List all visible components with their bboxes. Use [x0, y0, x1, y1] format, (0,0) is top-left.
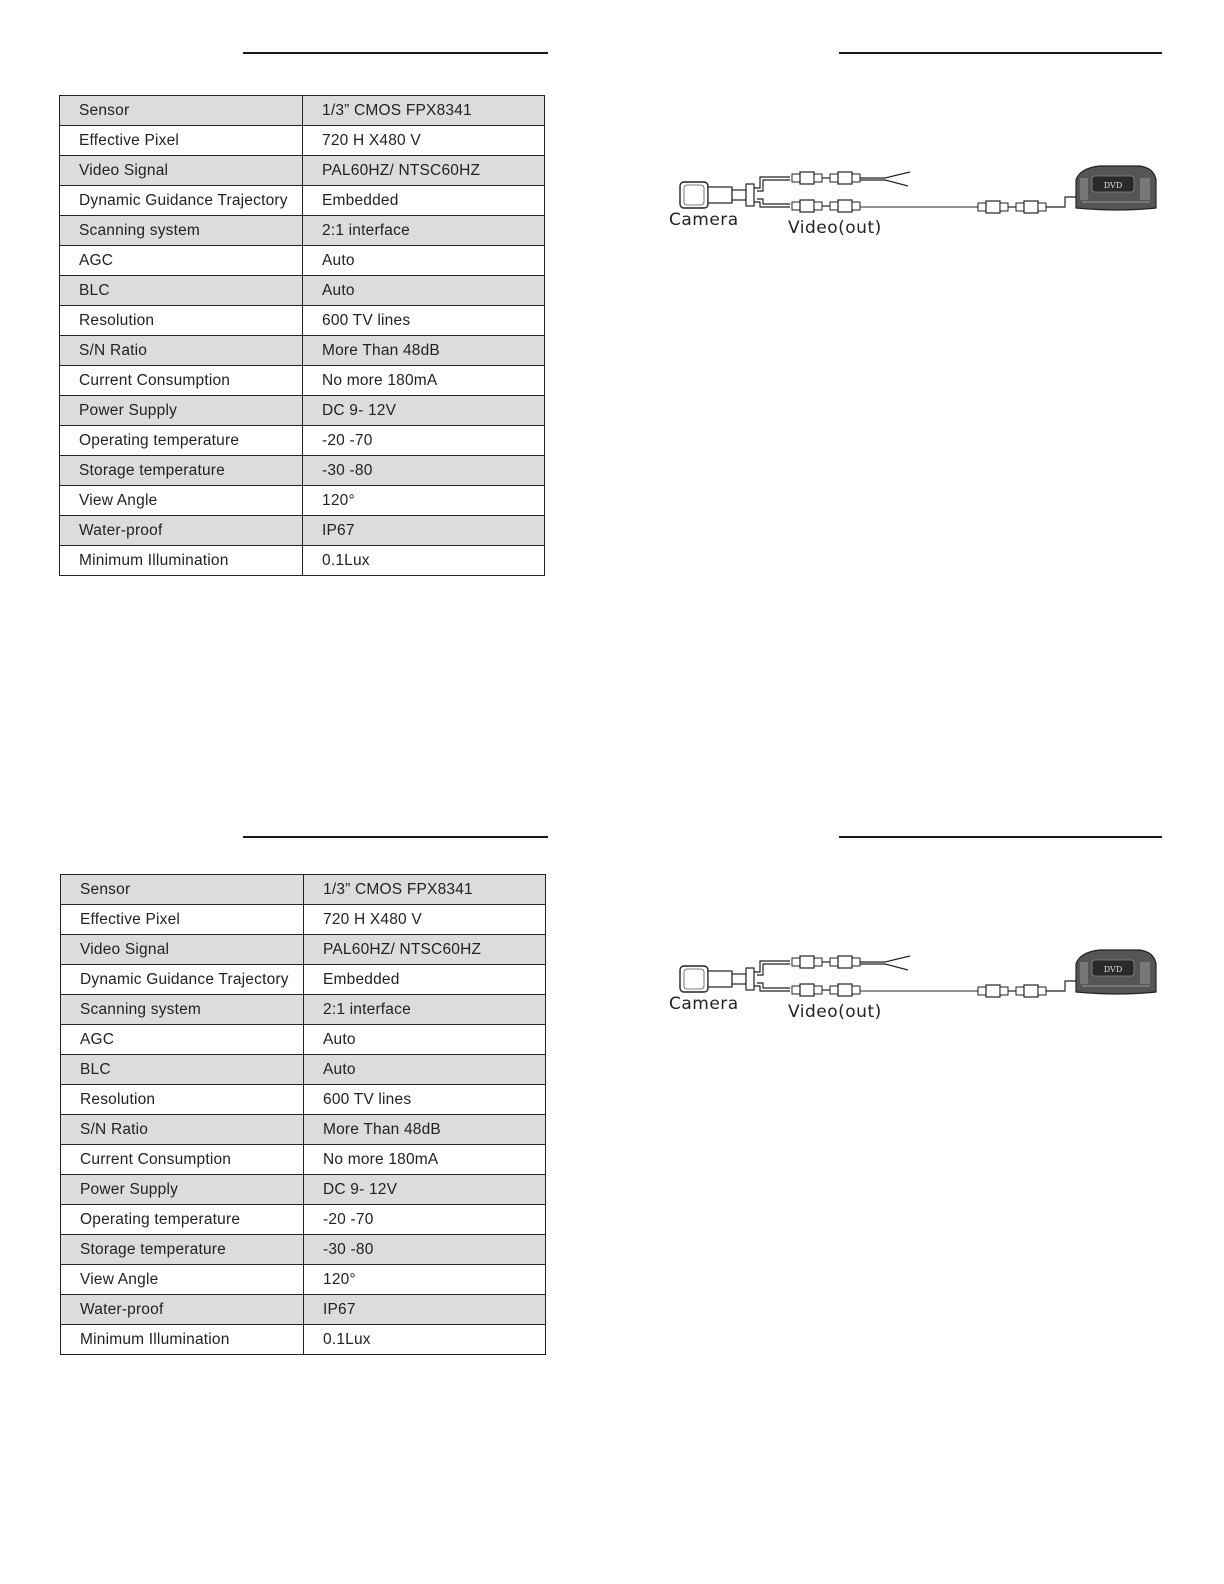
spec-value: Embedded — [303, 186, 545, 216]
spec-value: 2:1 interface — [303, 216, 545, 246]
spec-row — [60, 96, 545, 126]
spec-label: View Angle — [61, 1265, 304, 1295]
cable — [757, 199, 790, 204]
spec-row — [60, 156, 545, 186]
spec-row — [60, 336, 545, 366]
spec-value: Auto — [304, 1055, 546, 1085]
spec-label: Dynamic Guidance Trajectory — [61, 965, 304, 995]
header-rule-left — [243, 52, 548, 54]
dvd-monitor-icon — [1076, 166, 1156, 210]
dvd-monitor-icon — [1076, 950, 1156, 994]
spec-label: Minimum Illumination — [61, 1325, 304, 1355]
spec-row — [60, 126, 545, 156]
spec-value: More Than 48dB — [304, 1115, 546, 1145]
spec-label: Water-proof — [61, 1295, 304, 1325]
camera-icon — [680, 966, 754, 992]
camera-label: Camera — [669, 994, 739, 1014]
spec-label: Storage temperature — [60, 456, 303, 486]
spec-value: -30 -80 — [303, 456, 545, 486]
spec-value: DC 9- 12V — [303, 396, 545, 426]
wiring-diagram — [660, 944, 1170, 1034]
spec-value: No more 180mA — [303, 366, 545, 396]
spec-row — [60, 186, 545, 216]
spec-value: 0.1Lux — [303, 546, 545, 576]
spec-label: Current Consumption — [61, 1145, 304, 1175]
spec-value: PAL60HZ/ NTSC60HZ — [303, 156, 545, 186]
spec-row — [61, 1325, 546, 1355]
spec-value: 120° — [303, 486, 545, 516]
spec-label: BLC — [60, 276, 303, 306]
spec-row — [61, 935, 546, 965]
loose-wire — [860, 172, 910, 178]
spec-value: 1/3” CMOS FPX8341 — [304, 875, 546, 905]
rca-connector — [830, 200, 860, 212]
spec-value: 600 TV lines — [303, 306, 545, 336]
spec-row — [61, 1235, 546, 1265]
rca-connector — [792, 172, 822, 184]
cable — [757, 180, 790, 191]
spec-row — [61, 965, 546, 995]
spec-label: Water-proof — [60, 516, 303, 546]
spec-value: 120° — [304, 1265, 546, 1295]
spec-row — [61, 1175, 546, 1205]
spec-row — [60, 516, 545, 546]
spec-value: -20 -70 — [304, 1205, 546, 1235]
spec-value: Embedded — [304, 965, 546, 995]
spec-row — [61, 1145, 546, 1175]
spec-value: 0.1Lux — [304, 1325, 546, 1355]
spec-label: Minimum Illumination — [60, 546, 303, 576]
cable — [1046, 981, 1078, 991]
spec-row — [61, 995, 546, 1025]
spec-row — [60, 486, 545, 516]
spec-value: 720 H X480 V — [303, 126, 545, 156]
spec-value: PAL60HZ/ NTSC60HZ — [304, 935, 546, 965]
spec-label: Resolution — [60, 306, 303, 336]
spec-row — [60, 366, 545, 396]
spec-label: Effective Pixel — [60, 126, 303, 156]
rca-connector — [978, 201, 1008, 213]
monitor-brand-text: DVD — [1103, 181, 1123, 190]
wiring-diagram — [660, 160, 1170, 250]
video-out-label: Video(out) — [788, 218, 882, 238]
rca-connector — [978, 985, 1008, 997]
spec-table — [60, 874, 546, 1355]
spec-label: Sensor — [61, 875, 304, 905]
monitor-brand-text: DVD — [1103, 965, 1123, 974]
spec-label: Scanning system — [60, 216, 303, 246]
header-rule-left — [243, 836, 548, 838]
loose-wire — [860, 180, 908, 186]
spec-row — [61, 1085, 546, 1115]
rca-connector — [792, 956, 822, 968]
cable — [757, 964, 790, 975]
spec-label: Power Supply — [60, 396, 303, 426]
camera-icon — [680, 182, 754, 208]
spec-label: S/N Ratio — [60, 336, 303, 366]
header-rule-right — [839, 52, 1162, 54]
spec-value: 2:1 interface — [304, 995, 546, 1025]
spec-row — [60, 276, 545, 306]
spec-value: More Than 48dB — [303, 336, 545, 366]
spec-label: Resolution — [61, 1085, 304, 1115]
loose-wire — [860, 964, 908, 970]
spec-row — [60, 216, 545, 246]
spec-value: 720 H X480 V — [304, 905, 546, 935]
spec-row — [60, 246, 545, 276]
spec-label: Sensor — [60, 96, 303, 126]
spec-row — [61, 1265, 546, 1295]
spec-label: Dynamic Guidance Trajectory — [60, 186, 303, 216]
spec-value: 600 TV lines — [304, 1085, 546, 1115]
spec-label: Operating temperature — [60, 426, 303, 456]
rca-connector — [830, 984, 860, 996]
cable — [754, 177, 790, 188]
cable — [754, 961, 790, 972]
spec-label: Storage temperature — [61, 1235, 304, 1265]
spec-label: View Angle — [60, 486, 303, 516]
spec-value: No more 180mA — [304, 1145, 546, 1175]
camera-label: Camera — [669, 210, 739, 230]
spec-row — [60, 456, 545, 486]
spec-label: Scanning system — [61, 995, 304, 1025]
spec-row — [61, 1115, 546, 1145]
spec-value: 1/3” CMOS FPX8341 — [303, 96, 545, 126]
spec-row — [60, 306, 545, 336]
spec-row — [60, 546, 545, 576]
spec-value: Auto — [304, 1025, 546, 1055]
spec-label: AGC — [60, 246, 303, 276]
spec-row — [60, 396, 545, 426]
rca-connector — [830, 172, 860, 184]
spec-value: DC 9- 12V — [304, 1175, 546, 1205]
spec-row — [61, 905, 546, 935]
spec-label: AGC — [61, 1025, 304, 1055]
rca-connector — [792, 984, 822, 996]
spec-row — [61, 1295, 546, 1325]
spec-value: -20 -70 — [303, 426, 545, 456]
spec-value: IP67 — [303, 516, 545, 546]
spec-row — [61, 1025, 546, 1055]
spec-row — [60, 426, 545, 456]
spec-table — [59, 95, 545, 576]
spec-row — [61, 1055, 546, 1085]
spec-value: -30 -80 — [304, 1235, 546, 1265]
rca-connector — [792, 200, 822, 212]
spec-label: BLC — [61, 1055, 304, 1085]
spec-label: Video Signal — [60, 156, 303, 186]
spec-value: IP67 — [304, 1295, 546, 1325]
spec-label: Video Signal — [61, 935, 304, 965]
cable — [1046, 197, 1078, 207]
spec-label: Operating temperature — [61, 1205, 304, 1235]
spec-row — [61, 875, 546, 905]
cable — [757, 983, 790, 988]
video-out-label: Video(out) — [788, 1002, 882, 1022]
rca-connector — [830, 956, 860, 968]
spec-label: Power Supply — [61, 1175, 304, 1205]
spec-label: S/N Ratio — [61, 1115, 304, 1145]
spec-label: Current Consumption — [60, 366, 303, 396]
spec-label: Effective Pixel — [61, 905, 304, 935]
spec-value: Auto — [303, 246, 545, 276]
spec-row — [61, 1205, 546, 1235]
spec-value: Auto — [303, 276, 545, 306]
loose-wire — [860, 956, 910, 962]
rca-connector — [1016, 201, 1046, 213]
header-rule-right — [839, 836, 1162, 838]
rca-connector — [1016, 985, 1046, 997]
